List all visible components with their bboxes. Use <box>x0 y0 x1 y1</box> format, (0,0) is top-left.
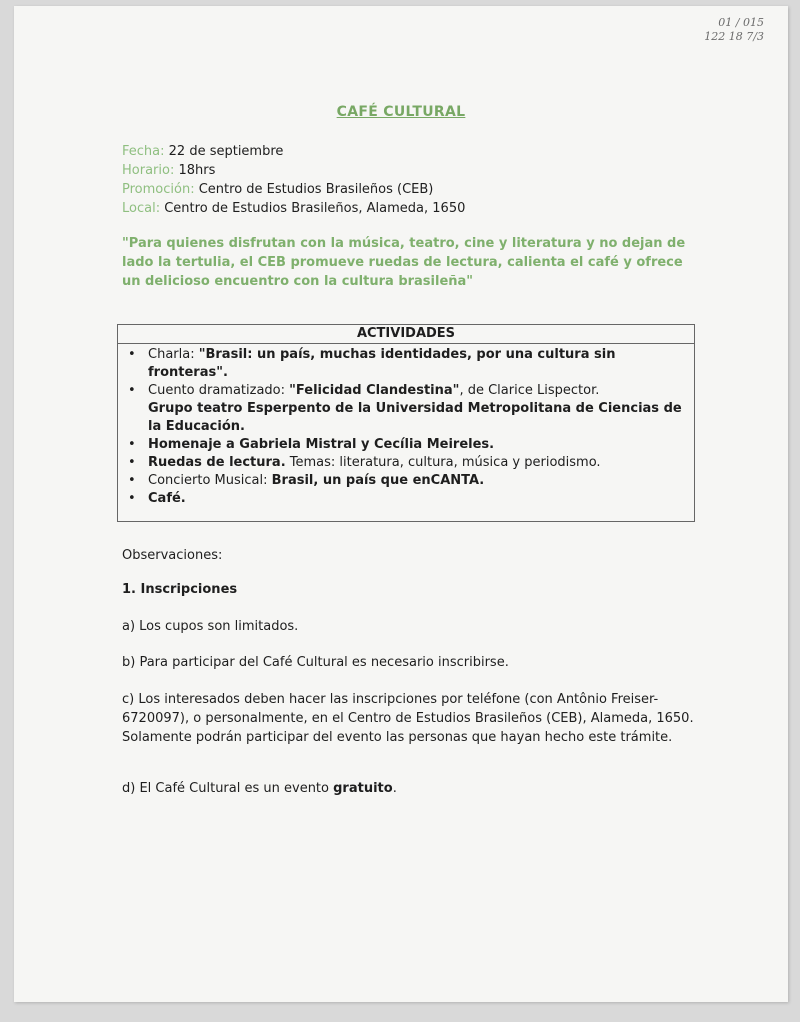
meta-label: Horario: <box>122 163 175 178</box>
item-bold: Ruedas de lectura. <box>148 455 286 470</box>
meta-label: Local: <box>122 201 161 216</box>
bullet-icon: • <box>128 473 136 488</box>
list-item <box>128 490 684 508</box>
meta-horario <box>122 161 465 180</box>
bullet-icon: • <box>128 455 136 470</box>
item-bold: Brasil, un país que enCANTA. <box>271 473 485 488</box>
page-title: CAFÉ CULTURAL <box>336 104 466 120</box>
list-item <box>128 382 684 436</box>
meta-value: Centro de Estudios Brasileños, Alameda, 1650 <box>164 201 466 216</box>
item-tail: Temas: literatura, cultura, música y periodismo. <box>285 455 601 470</box>
meta-promocion <box>122 180 465 199</box>
meta-label: Fecha: <box>122 144 165 159</box>
item-text: Charla: <box>148 347 199 362</box>
handwritten-annotation <box>704 16 764 44</box>
observation-a: a) Los cupos son limitados. <box>122 619 299 634</box>
obs-d-bold: gratuito <box>333 781 393 796</box>
item-bold: Café. <box>148 491 186 506</box>
list-item <box>128 346 684 382</box>
meta-fecha <box>122 142 465 161</box>
meta-local <box>122 199 465 218</box>
list-item <box>128 454 684 472</box>
meta-label: Promoción: <box>122 182 195 197</box>
bullet-icon: • <box>128 437 136 452</box>
document-page <box>14 6 788 1002</box>
annotation-line-2: 122 18 7/3 <box>704 30 764 43</box>
meta-value: Centro de Estudios Brasileños (CEB) <box>198 182 434 197</box>
item-bold: Homenaje a Gabriela Mistral y Cecília Meireles. <box>148 437 495 452</box>
item-bold-2: Grupo teatro Esperpento de la Universidad Metropolitana de Ciencias de la Educación. <box>148 401 682 434</box>
obs-d-end: . <box>392 781 397 796</box>
activities-list <box>118 344 694 508</box>
item-text: Concierto Musical: <box>148 473 272 488</box>
annotation-line-1: 01 / 015 <box>718 16 764 29</box>
event-details <box>122 142 465 218</box>
bullet-icon: • <box>128 383 136 398</box>
obs-d-text: d) El Café Cultural es un evento <box>122 781 334 796</box>
activities-box <box>117 324 695 522</box>
meta-value: 22 de septiembre <box>168 144 284 159</box>
item-text: Cuento dramatizado: <box>148 383 290 398</box>
item-bold: "Felicidad Clandestina" <box>289 383 460 398</box>
item-tail: , de Clarice Lispector. <box>459 383 600 398</box>
item-bold: "Brasil: un país, muchas identidades, por una cultura sin fronteras". <box>148 347 616 380</box>
bullet-icon: • <box>128 491 136 506</box>
list-item <box>128 436 684 454</box>
bullet-icon: • <box>128 347 136 362</box>
activities-heading: ACTIVIDADES <box>118 325 694 344</box>
meta-value: 18hrs <box>178 163 216 178</box>
list-item <box>128 472 684 490</box>
observations-heading: Observaciones: <box>122 548 223 563</box>
section-heading: 1. Inscripciones <box>122 582 238 597</box>
observation-d <box>122 779 697 798</box>
observation-b: b) Para participar del Café Cultural es necesario inscribirse. <box>122 655 509 670</box>
event-quote: "Para quienes disfrutan con la música, teatro, cine y literatura y no dejan de lado la tertulia, el CEB promueve ruedas de lectura, calienta el café y ofrece un delicioso encuentro con la cultura brasileña" <box>122 236 686 289</box>
observation-c: c) Los interesados deben hacer las inscripciones por teléfone (con Antônio Freiser-6720097), o personalmente, en el Centro de Estudios Brasileños (CEB), Alameda, 1650. Solamente podrán participar del evento las personas que hayan hecho este trámite. <box>122 692 694 745</box>
